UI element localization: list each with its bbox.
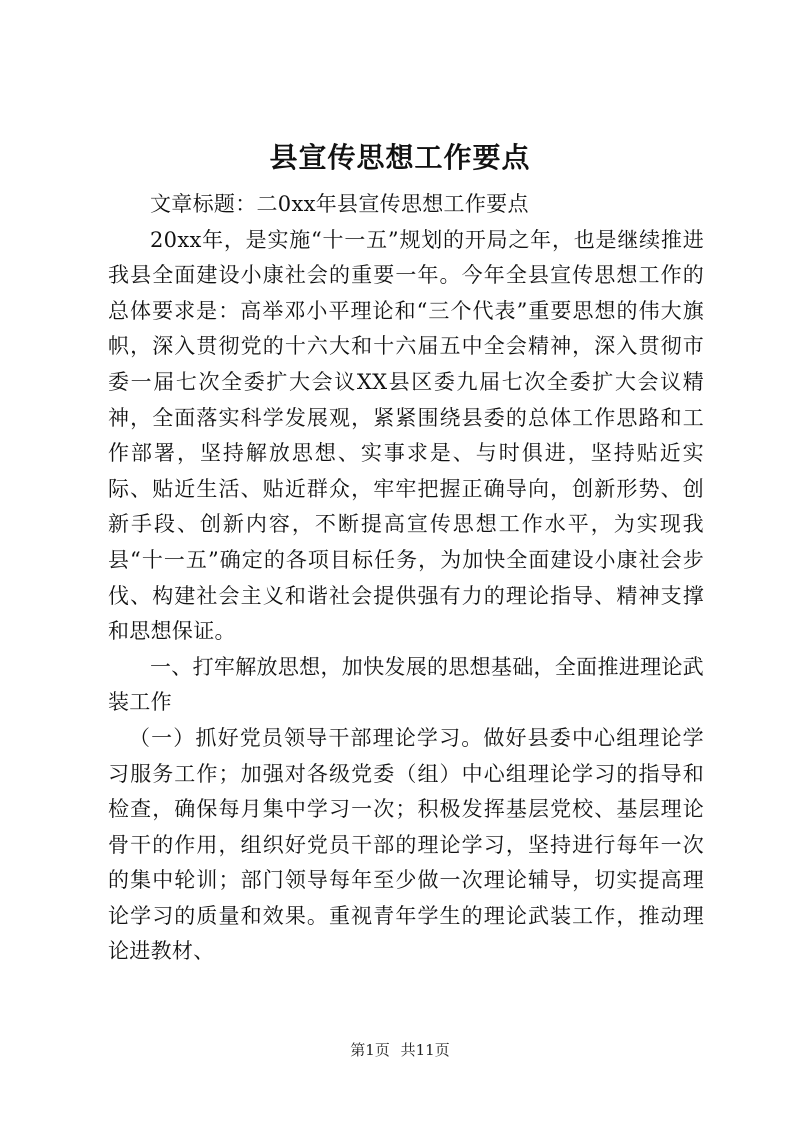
document-title: 县宣传思想工作要点 [269, 141, 531, 174]
subsection-paragraph-1: （一）抓好党员领导干部理论学习。做好县委中心组理论学习服务工作；加强对各级党委（组）中心组理论学习的指导和检查，确保每月集中学习一次；积极发挥基层党校、基层理论骨干的作用，组织好党员干部的理论学习，坚持进行每年一次的集中轮训；部门领导每年至少做一次理论辅导，切实提高理论学习的质量和效果。重视青年学生的理论武装工作，推动理论进教材、 [108, 725, 704, 964]
article-title-line: 文章标题：二0xx年县宣传思想工作要点 [150, 192, 529, 216]
intro-paragraph: 20xx年，是实施“十一五”规划的开局之年，也是继续推进我县全面建设小康社会的重要一年。今年全县宣传思想工作的总体要求是：高举邓小平理论和“三个代表”重要思想的伟大旗帜，深入贯彻党的十六大和十六届五中全会精神，深入贯彻市委一届七次全委扩大会议XX县区委九届七次全委扩大会议精神，全面落实科学发展观，紧紧围绕县委的总体工作思路和工作部署，坚持解放思想、实事求是、与时俱进，坚持贴近实际、贴近生活、贴近群众，牢牢把握正确导向，创新形势、创新手段、创新内容，不断提高宣传思想工作水平，为实现我县“十一五”确定的各项目标任务，为加快全面建设小康社会步伐、构建社会主义和谐社会提供强有力的理论指导、精神支撑和思想保证。 [108, 227, 704, 644]
page-footer [0, 1040, 800, 1060]
page-number: 第1页 [350, 1041, 390, 1059]
document-body [108, 187, 704, 970]
page-total: 共11页 [400, 1041, 450, 1059]
section-heading-1: 一、打牢解放思想，加快发展的思想基础，全面推进理论武装工作 [108, 654, 704, 715]
